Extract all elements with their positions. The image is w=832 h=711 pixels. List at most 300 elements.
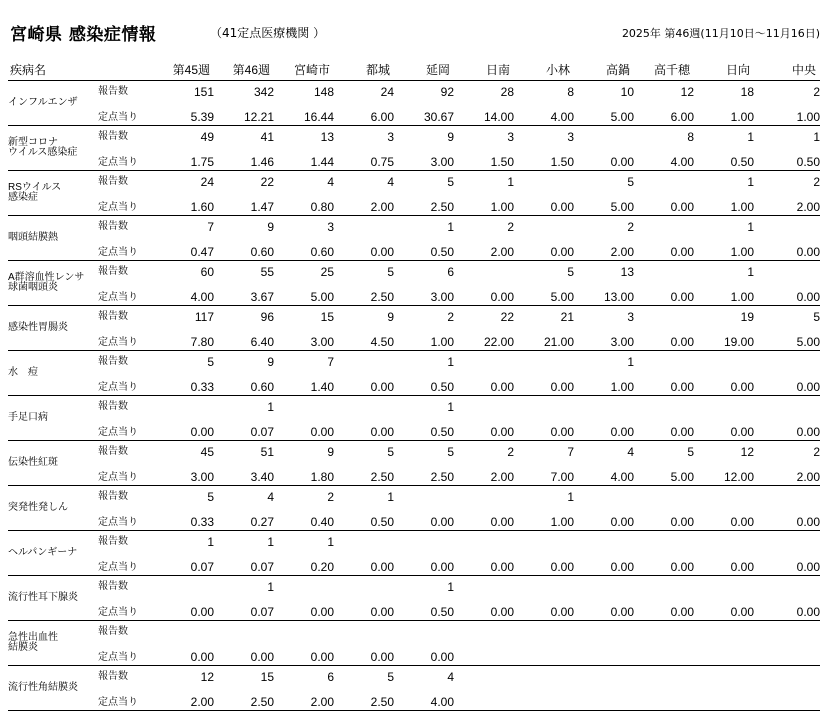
count-cell [694, 531, 754, 553]
per-site-cell: 0.60 [274, 237, 334, 261]
per-site-cell: 1.00 [754, 102, 820, 126]
table-row [8, 687, 820, 711]
count-cell: 3 [627, 309, 634, 324]
count-label: 報告数 [98, 355, 128, 367]
count-label: 報告数 [98, 175, 128, 187]
count-cell: 12 [740, 444, 754, 459]
per-site-cell: 0.00 [634, 372, 694, 396]
count-cell [754, 666, 820, 688]
count-cell: 10 [620, 84, 634, 99]
per-site-cell: 0.00 [574, 597, 634, 621]
count-label: 報告数 [98, 580, 128, 592]
count-cell [514, 171, 574, 193]
per-site-cell: 1.00 [694, 282, 754, 306]
count-cell: 9 [447, 129, 454, 144]
count-cell: 19 [740, 309, 754, 324]
per-site-cell: 0.00 [634, 282, 694, 306]
per-site-cell: 0.00 [154, 417, 214, 441]
per-site-cell: 3.00 [394, 147, 454, 171]
per-site-cell: 14.00 [454, 102, 514, 126]
count-cell [634, 306, 694, 328]
count-cell: 1 [813, 129, 820, 144]
count-cell: 12 [200, 669, 214, 684]
per-site-label: 定点当り [98, 642, 154, 666]
disease-name: A群溶血性レンサ 球菌咽頭炎 [8, 261, 98, 306]
per-site-cell: 0.00 [634, 417, 694, 441]
count-cell: 22 [260, 174, 274, 189]
per-site-cell: 0.00 [454, 282, 514, 306]
per-site-cell [754, 687, 820, 711]
count-cell: 4 [447, 669, 454, 684]
per-site-cell: 0.00 [334, 372, 394, 396]
per-site-cell: 3.00 [394, 282, 454, 306]
count-cell: 24 [200, 174, 214, 189]
disease-name: 感染性胃腸炎 [8, 306, 98, 351]
count-cell [514, 576, 574, 598]
count-cell: 28 [500, 84, 514, 99]
count-cell [154, 576, 214, 598]
disease-name: 伝染性紅斑 [8, 441, 98, 486]
count-cell: 2 [627, 219, 634, 234]
count-cell [334, 396, 394, 418]
per-site-cell: 0.50 [394, 417, 454, 441]
disease-column-header: 疾病名 [8, 60, 98, 81]
per-site-label: 定点当り [98, 327, 154, 351]
count-cell: 3 [327, 219, 334, 234]
per-site-cell: 1.00 [394, 327, 454, 351]
per-site-cell: 19.00 [694, 327, 754, 351]
count-cell [694, 576, 754, 598]
count-cell: 342 [253, 84, 274, 99]
per-site-cell: 0.00 [334, 597, 394, 621]
count-cell: 9 [327, 444, 334, 459]
count-cell [694, 351, 754, 373]
count-label: 報告数 [98, 445, 128, 457]
per-site-cell: 0.00 [154, 642, 214, 666]
count-cell: 3 [387, 129, 394, 144]
table-row [8, 216, 820, 238]
per-site-cell: 0.00 [574, 507, 634, 531]
count-cell [754, 486, 820, 508]
count-cell: 60 [200, 264, 214, 279]
count-cell: 24 [380, 84, 394, 99]
per-site-cell: 0.00 [754, 597, 820, 621]
per-site-cell: 2.00 [274, 687, 334, 711]
per-site-cell: 16.44 [274, 102, 334, 126]
count-cell: 5 [687, 444, 694, 459]
count-cell: 1 [447, 399, 454, 414]
per-site-label: 定点当り [98, 552, 154, 576]
per-site-cell: 0.00 [694, 417, 754, 441]
count-label: 報告数 [98, 130, 128, 142]
per-site-label: 定点当り [98, 507, 154, 531]
per-site-cell: 5.00 [574, 102, 634, 126]
per-site-cell: 2.00 [454, 237, 514, 261]
count-cell: 8 [567, 84, 574, 99]
count-cell: 2 [327, 489, 334, 504]
column-header: 宮崎市 [274, 60, 334, 81]
count-cell: 5 [813, 309, 820, 324]
count-cell: 5 [207, 489, 214, 504]
count-cell: 7 [207, 219, 214, 234]
per-site-cell: 0.33 [154, 372, 214, 396]
per-site-cell: 30.67 [394, 102, 454, 126]
report-header [0, 0, 832, 56]
disease-name: RSウイルス 感染症 [8, 171, 98, 216]
count-cell: 1 [447, 579, 454, 594]
per-site-cell: 12.21 [214, 102, 274, 126]
count-cell [754, 576, 820, 598]
count-cell: 117 [194, 309, 214, 324]
per-site-cell: 0.07 [214, 597, 274, 621]
per-site-cell: 0.00 [574, 147, 634, 171]
count-cell: 2 [507, 444, 514, 459]
per-site-cell: 4.50 [334, 327, 394, 351]
per-site-cell: 12.00 [694, 462, 754, 486]
count-cell [634, 666, 694, 688]
count-cell: 4 [627, 444, 634, 459]
per-site-cell: 0.40 [274, 507, 334, 531]
count-cell: 55 [260, 264, 274, 279]
per-site-cell: 0.50 [334, 507, 394, 531]
count-cell: 2 [813, 444, 820, 459]
per-site-cell: 0.00 [454, 372, 514, 396]
table-row [8, 552, 820, 576]
count-cell: 1 [747, 174, 754, 189]
per-site-cell: 0.07 [214, 417, 274, 441]
per-site-cell: 0.50 [394, 597, 454, 621]
per-site-cell: 0.00 [634, 507, 694, 531]
count-cell: 3 [567, 129, 574, 144]
count-cell: 1 [507, 174, 514, 189]
per-site-cell: 0.00 [214, 642, 274, 666]
count-cell: 5 [387, 444, 394, 459]
count-cell: 13 [320, 129, 334, 144]
table-row [8, 327, 820, 351]
count-cell: 5 [387, 264, 394, 279]
count-cell [574, 126, 634, 148]
count-label: 報告数 [98, 310, 128, 322]
per-site-cell [754, 642, 820, 666]
disease-name: 急性出血性 結膜炎 [8, 621, 98, 666]
per-site-cell: 3.00 [574, 327, 634, 351]
count-label: 報告数 [98, 490, 128, 502]
per-site-cell: 0.50 [694, 147, 754, 171]
table-row [8, 462, 820, 486]
count-cell: 4 [387, 174, 394, 189]
per-site-label: 定点当り [98, 687, 154, 711]
per-site-cell: 7.80 [154, 327, 214, 351]
table-row [8, 282, 820, 306]
per-site-cell [574, 687, 634, 711]
per-site-cell: 0.00 [694, 372, 754, 396]
count-cell [514, 351, 574, 373]
per-site-cell: 5.00 [634, 462, 694, 486]
count-label: 報告数 [98, 625, 128, 637]
per-site-cell: 5.39 [154, 102, 214, 126]
table-row [8, 576, 820, 598]
per-site-cell: 0.07 [154, 552, 214, 576]
count-cell: 49 [200, 129, 214, 144]
count-cell: 9 [387, 309, 394, 324]
count-cell [274, 396, 334, 418]
count-cell [694, 666, 754, 688]
per-site-cell: 2.00 [454, 462, 514, 486]
surveillance-table [8, 60, 820, 711]
disease-name: 手足口病 [8, 396, 98, 441]
count-cell [754, 261, 820, 283]
count-cell [334, 621, 394, 643]
count-label: 報告数 [98, 265, 128, 277]
count-cell: 5 [447, 174, 454, 189]
count-cell [514, 396, 574, 418]
per-site-cell: 7.00 [514, 462, 574, 486]
count-cell [634, 531, 694, 553]
disease-name: 流行性耳下腺炎 [8, 576, 98, 621]
per-site-cell: 2.50 [334, 687, 394, 711]
per-site-cell: 0.00 [154, 597, 214, 621]
per-site-cell: 0.00 [274, 597, 334, 621]
count-cell: 45 [200, 444, 214, 459]
table-row [8, 666, 820, 688]
table-row [8, 507, 820, 531]
count-cell [454, 261, 514, 283]
per-site-cell: 0.00 [754, 237, 820, 261]
count-cell: 6 [327, 669, 334, 684]
per-site-cell: 0.00 [754, 552, 820, 576]
count-cell: 5 [387, 669, 394, 684]
disease-name: 水 痘 [8, 351, 98, 396]
per-site-cell: 6.00 [334, 102, 394, 126]
disease-name: インフルエンザ [8, 81, 98, 126]
count-cell [454, 621, 514, 643]
count-cell: 22 [500, 309, 514, 324]
count-cell [634, 621, 694, 643]
count-cell [634, 171, 694, 193]
count-cell: 4 [267, 489, 274, 504]
count-cell [394, 531, 454, 553]
count-cell: 41 [260, 129, 274, 144]
column-header: 延岡 [394, 60, 454, 81]
count-cell: 15 [320, 309, 334, 324]
count-cell [514, 666, 574, 688]
per-site-cell: 0.47 [154, 237, 214, 261]
per-site-cell: 5.00 [274, 282, 334, 306]
column-header: 高鍋 [574, 60, 634, 81]
per-site-cell: 0.00 [274, 642, 334, 666]
per-site-cell: 1.46 [214, 147, 274, 171]
count-cell [334, 576, 394, 598]
count-cell: 151 [193, 84, 214, 99]
table-row [8, 261, 820, 283]
per-site-cell: 0.00 [754, 507, 820, 531]
count-cell: 7 [327, 354, 334, 369]
count-cell [454, 531, 514, 553]
per-site-cell [634, 642, 694, 666]
count-cell: 7 [567, 444, 574, 459]
per-site-cell: 0.80 [274, 192, 334, 216]
count-cell [334, 216, 394, 238]
count-label: 報告数 [98, 220, 128, 232]
count-cell: 4 [327, 174, 334, 189]
per-site-cell: 2.50 [394, 192, 454, 216]
count-cell: 96 [260, 309, 274, 324]
per-site-cell: 4.00 [514, 102, 574, 126]
count-cell: 13 [620, 264, 634, 279]
per-site-cell: 13.00 [574, 282, 634, 306]
count-cell [754, 531, 820, 553]
count-cell [694, 396, 754, 418]
per-site-cell: 1.50 [514, 147, 574, 171]
count-cell [754, 621, 820, 643]
table-row [8, 372, 820, 396]
per-site-cell: 1.00 [694, 102, 754, 126]
per-site-cell: 0.00 [634, 192, 694, 216]
per-site-cell [454, 687, 514, 711]
per-site-cell: 2.50 [214, 687, 274, 711]
per-site-cell: 0.00 [574, 417, 634, 441]
per-site-cell: 0.00 [514, 597, 574, 621]
count-cell: 51 [260, 444, 274, 459]
per-site-cell: 4.00 [154, 282, 214, 306]
count-cell [574, 531, 634, 553]
per-site-cell: 1.75 [154, 147, 214, 171]
per-site-cell: 0.00 [394, 552, 454, 576]
table-row [8, 81, 820, 103]
count-cell: 15 [260, 669, 274, 684]
per-site-cell: 5.00 [754, 327, 820, 351]
per-site-cell: 0.00 [334, 642, 394, 666]
per-site-cell [694, 642, 754, 666]
count-cell [754, 216, 820, 238]
count-cell [574, 666, 634, 688]
table-row [8, 417, 820, 441]
count-cell: 1 [567, 489, 574, 504]
per-site-cell: 0.75 [334, 147, 394, 171]
per-site-cell: 2.50 [334, 462, 394, 486]
per-site-cell: 0.00 [274, 417, 334, 441]
column-header: 第45週 [154, 60, 214, 81]
per-site-cell: 0.00 [694, 552, 754, 576]
count-label: 報告数 [98, 670, 128, 682]
per-site-cell: 3.40 [214, 462, 274, 486]
per-site-cell [634, 687, 694, 711]
column-header: 日南 [454, 60, 514, 81]
count-cell [634, 216, 694, 238]
count-cell [574, 576, 634, 598]
count-cell [154, 396, 214, 418]
count-cell: 9 [267, 219, 274, 234]
table-body [8, 81, 820, 711]
per-site-cell: 0.50 [394, 237, 454, 261]
per-site-cell: 1.80 [274, 462, 334, 486]
per-site-cell: 0.60 [214, 372, 274, 396]
per-site-cell: 22.00 [454, 327, 514, 351]
count-cell: 1 [387, 489, 394, 504]
per-site-label: 定点当り [98, 372, 154, 396]
per-site-cell: 3.00 [274, 327, 334, 351]
per-site-cell: 0.00 [634, 552, 694, 576]
per-site-cell: 6.40 [214, 327, 274, 351]
disease-name: ヘルパンギーナ [8, 531, 98, 576]
per-site-cell: 0.00 [634, 327, 694, 351]
count-cell: 1 [627, 354, 634, 369]
table-row [8, 621, 820, 643]
per-site-cell: 0.00 [394, 642, 454, 666]
table-row [8, 486, 820, 508]
per-site-cell: 0.50 [394, 372, 454, 396]
table-row [8, 171, 820, 193]
table-row [8, 531, 820, 553]
per-site-cell: 5.00 [514, 282, 574, 306]
disease-name: 突発性発しん [8, 486, 98, 531]
count-cell [334, 531, 394, 553]
count-cell: 3 [507, 129, 514, 144]
count-cell: 25 [320, 264, 334, 279]
count-cell [274, 621, 334, 643]
per-site-cell: 0.00 [694, 597, 754, 621]
per-site-cell: 0.27 [214, 507, 274, 531]
per-site-cell: 0.00 [514, 552, 574, 576]
per-site-label: 定点当り [98, 102, 154, 126]
count-cell [634, 261, 694, 283]
count-cell [634, 351, 694, 373]
count-cell: 2 [813, 174, 820, 189]
count-cell [394, 621, 454, 643]
count-cell [694, 486, 754, 508]
per-site-cell: 1.40 [274, 372, 334, 396]
count-cell: 1 [327, 534, 334, 549]
count-cell [754, 351, 820, 373]
per-site-cell: 0.00 [454, 507, 514, 531]
count-cell: 1 [447, 354, 454, 369]
count-cell [214, 621, 274, 643]
count-cell [574, 396, 634, 418]
table-row [8, 306, 820, 328]
per-site-cell: 2.00 [754, 192, 820, 216]
per-site-label: 定点当り [98, 417, 154, 441]
per-site-cell: 0.00 [334, 417, 394, 441]
count-cell: 12 [680, 84, 694, 99]
per-site-cell: 5.00 [574, 192, 634, 216]
per-site-cell: 0.00 [574, 552, 634, 576]
count-cell: 1 [447, 219, 454, 234]
count-cell: 9 [267, 354, 274, 369]
count-label: 報告数 [98, 85, 128, 97]
per-site-cell: 0.00 [514, 417, 574, 441]
count-cell: 148 [313, 84, 334, 99]
count-cell [634, 396, 694, 418]
per-site-cell: 1.00 [574, 372, 634, 396]
per-site-cell: 0.33 [154, 507, 214, 531]
count-cell [514, 621, 574, 643]
count-cell: 1 [267, 399, 274, 414]
per-site-cell: 1.00 [514, 507, 574, 531]
count-cell [574, 486, 634, 508]
per-site-cell [514, 687, 574, 711]
per-site-cell: 2.00 [754, 462, 820, 486]
per-site-cell: 21.00 [514, 327, 574, 351]
per-site-cell: 0.20 [274, 552, 334, 576]
count-cell [514, 531, 574, 553]
per-site-cell: 4.00 [394, 687, 454, 711]
table-row [8, 351, 820, 373]
per-site-cell: 3.67 [214, 282, 274, 306]
table-row [8, 126, 820, 148]
count-cell [754, 396, 820, 418]
per-site-cell: 2.50 [394, 462, 454, 486]
count-cell [634, 486, 694, 508]
